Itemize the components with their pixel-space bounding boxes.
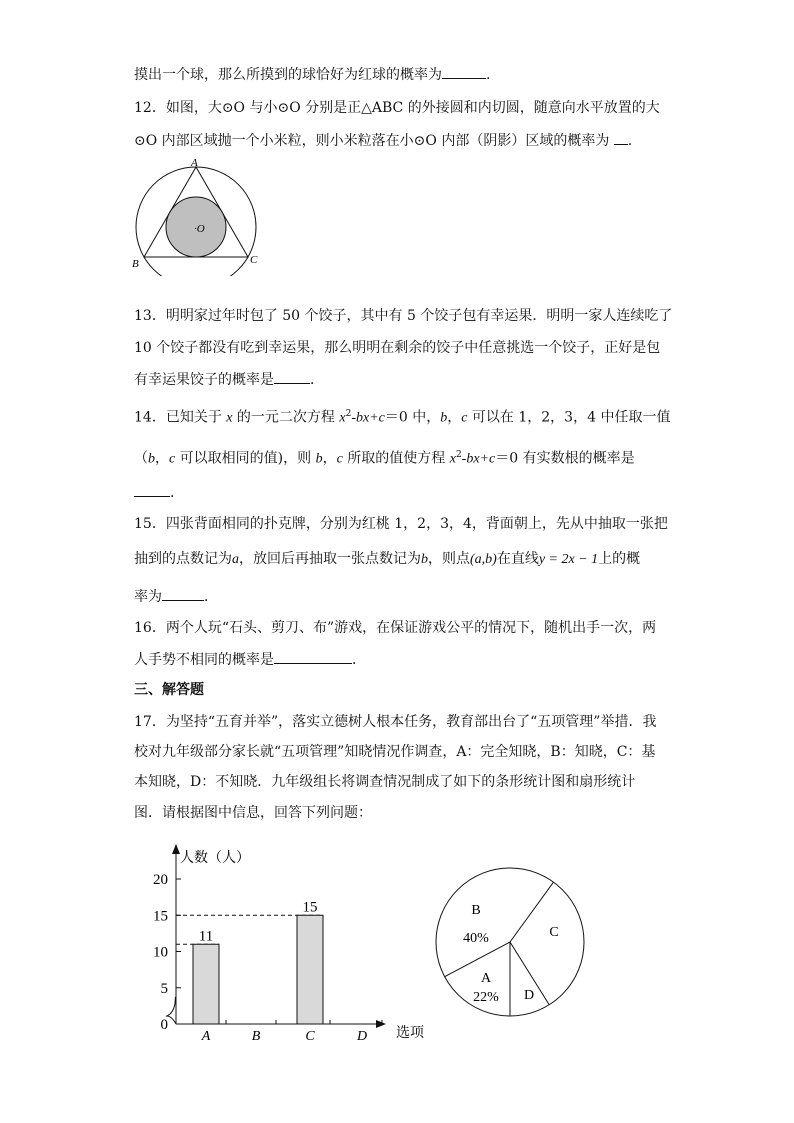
q12-line2: ⊙O 内部区域抛一个小米粒，则小米粒落在小⊙O 内部（阴影）区域的概率为 . bbox=[134, 130, 632, 151]
bar-C bbox=[297, 915, 323, 1024]
pie-label-B: B bbox=[471, 903, 481, 918]
x-tick-label-A: A bbox=[201, 1029, 211, 1044]
x-axis-label: 选项 bbox=[396, 1026, 424, 1041]
label-o: ·O bbox=[194, 223, 205, 235]
answer-blank-14[interactable] bbox=[134, 482, 170, 497]
q17-line1: 17．为坚持“五育并举”，落实立德树人根本任务，教育部出台了“五项管理”举措．我 bbox=[134, 714, 657, 730]
q17-line3: 本知晓，D：不知晓．九年级组长将调查情况制成了如下的条形统计图和扇形统计 bbox=[134, 774, 636, 790]
q11-line1: 摸出一个球，那么所摸到的球恰好为红球的概率为 . bbox=[134, 64, 490, 85]
pie-percent-B: 40% bbox=[463, 931, 489, 946]
label-a: A bbox=[191, 157, 198, 169]
answer-blank-16[interactable] bbox=[274, 649, 352, 664]
pie-label-C: C bbox=[549, 925, 559, 940]
q13-line2: 10 个饺子都没有吃到幸运果，那么明明在剩余的饺子中任意挑选一个饺子，正好是包 bbox=[134, 340, 661, 356]
y-tick-label-0: 0 bbox=[160, 1017, 168, 1033]
y-axis-arrow bbox=[172, 844, 180, 854]
pie-label-D: D bbox=[523, 988, 535, 1003]
x-tick-label-C: C bbox=[305, 1029, 315, 1044]
q13-line1: 13．明明家过年时包了 50 个饺子，其中有 5 个饺子包有幸运果．明明一家人连续吃了 bbox=[134, 308, 673, 324]
answer-blank-15[interactable] bbox=[162, 586, 204, 601]
q17-line2: 校对九年级部分家长就“五项管理”知晓情况作调查，A：完全知晓，B：知晓，C：基 bbox=[134, 744, 656, 760]
x-tick-label-D: D bbox=[356, 1029, 368, 1044]
bar-A bbox=[193, 944, 219, 1024]
q14-line1: 14．已知关于 x 的一元二次方程 $x^2-bx+c=0$ 中，b，c 可以在 1，2，3，4 中任取一值 bbox=[134, 409, 671, 426]
pie-percent-A: 22% bbox=[473, 990, 499, 1005]
q15-line2: 抽到的点数记为a，放回后再抽取一张点数记为b，则点(a,b)在直线y = 2x − 1上的概 bbox=[134, 551, 641, 567]
q15-line1: 15．四张背面相同的扑克牌，分别为红桃 1，2，3，4，背面朝上，先从中抽取一张把 bbox=[134, 516, 668, 532]
q13-line3: 有幸运果饺子的概率是 ． bbox=[134, 369, 324, 390]
y-tick-label-10: 10 bbox=[153, 944, 168, 961]
data-label-C: 15 bbox=[302, 899, 318, 916]
pie-boundary-b-c bbox=[510, 882, 553, 942]
y-tick-label-15: 15 bbox=[153, 908, 168, 925]
x-tick-label-B: B bbox=[251, 1029, 261, 1044]
pie-boundary-a-b bbox=[445, 942, 510, 977]
y-tick-label-5: 5 bbox=[160, 980, 168, 997]
q12-line1: 12．如图，大⊙O 与小⊙O 分别是正△ABC 的外接圆和内切圆，随意向水平放置的大 bbox=[134, 100, 660, 116]
answer-blank-11[interactable] bbox=[442, 64, 486, 79]
q16-line1: 16．两个人玩“石头、剪刀、布”游戏，在保证游戏公平的情况下，随机出手一次，两 bbox=[134, 620, 657, 636]
q14-line3: ． bbox=[134, 482, 184, 503]
pie-label-A: A bbox=[480, 971, 492, 986]
answer-blank-12[interactable] bbox=[614, 130, 628, 145]
label-c: C bbox=[250, 254, 258, 266]
section-title: 三、解答题 bbox=[134, 682, 204, 698]
y-axis-label: 人数（人） bbox=[180, 851, 250, 866]
q16-line2: 人手势不相同的概率是 ． bbox=[134, 649, 366, 670]
y-tick-label-20: 20 bbox=[153, 872, 168, 888]
label-b: B bbox=[132, 258, 139, 270]
q17-line4: 图．请根据图中信息，回答下列问题： bbox=[134, 805, 372, 821]
pie-chart bbox=[430, 850, 594, 1022]
answer-blank-13[interactable] bbox=[274, 369, 310, 384]
q15-line3: 率为 ． bbox=[134, 586, 218, 607]
q12-figure bbox=[128, 156, 278, 276]
bar-chart bbox=[140, 840, 440, 1048]
x-axis-arrow bbox=[376, 1020, 386, 1028]
q14-line2: （b，c 可以取相同的值)，则 b，c 所取的值使方程 $x^2-bx+c=0$ 有实数根的概率是 bbox=[134, 450, 635, 467]
data-label-A: 11 bbox=[198, 928, 214, 945]
